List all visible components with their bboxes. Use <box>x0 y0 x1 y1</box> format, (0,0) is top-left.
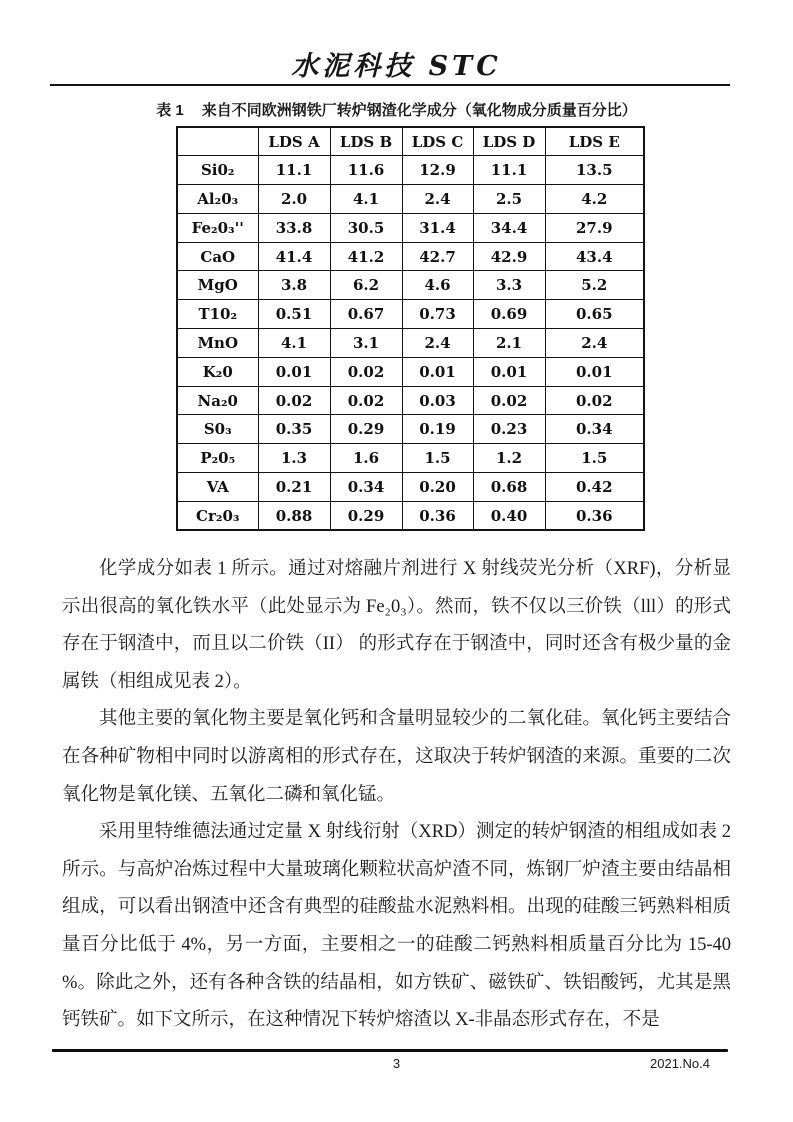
value-cell: 0.40 <box>473 501 545 530</box>
value-cell: 4.2 <box>545 185 644 214</box>
table-row <box>177 300 644 329</box>
column-header-cell: LDS C <box>402 127 473 156</box>
row-label-cell: P₂0₅ <box>177 444 258 473</box>
row-label-cell: S0₃ <box>177 415 258 444</box>
value-cell: 11.6 <box>330 156 402 185</box>
value-cell: 0.02 <box>330 357 402 386</box>
value-cell: 43.4 <box>545 242 644 271</box>
value-cell: 4.1 <box>330 185 402 214</box>
value-cell: 2.4 <box>402 329 473 358</box>
row-label-cell: K₂0 <box>177 357 258 386</box>
table-row <box>177 444 644 473</box>
table-row <box>177 185 644 214</box>
value-cell: 0.42 <box>545 473 644 502</box>
page-number: 3 <box>392 1056 401 1071</box>
composition-table <box>176 126 645 531</box>
table-caption-label: 表 1 <box>156 102 184 119</box>
issue-label: 2021.No.4 <box>650 1056 710 1071</box>
value-cell: 0.34 <box>330 473 402 502</box>
row-label-cell: VA <box>177 473 258 502</box>
table-row <box>177 386 644 415</box>
value-cell: 0.02 <box>473 386 545 415</box>
value-cell: 2.1 <box>473 329 545 358</box>
value-cell: 0.02 <box>545 386 644 415</box>
row-label-cell: Al₂0₃ <box>177 185 258 214</box>
table-row <box>177 271 644 300</box>
value-cell: 0.35 <box>258 415 330 444</box>
table-header-row <box>177 127 644 156</box>
value-cell: 0.69 <box>473 300 545 329</box>
value-cell: 42.7 <box>402 242 473 271</box>
value-cell: 0.02 <box>330 386 402 415</box>
body-text <box>62 551 731 1040</box>
value-cell: 12.9 <box>402 156 473 185</box>
value-cell: 0.73 <box>402 300 473 329</box>
table-caption-text: 来自不同欧洲钢铁厂转炉钢渣化学成分（氧化物成分质量百分比） <box>201 102 637 119</box>
value-cell: 3.1 <box>330 329 402 358</box>
value-cell: 1.6 <box>330 444 402 473</box>
table-row <box>177 242 644 271</box>
value-cell: 1.5 <box>545 444 644 473</box>
value-cell: 0.01 <box>402 357 473 386</box>
value-cell: 0.02 <box>258 386 330 415</box>
row-label-cell: CaO <box>177 242 258 271</box>
value-cell: 11.1 <box>258 156 330 185</box>
value-cell: 3.3 <box>473 271 545 300</box>
value-cell: 0.03 <box>402 386 473 415</box>
table-row <box>177 501 644 530</box>
value-cell: 2.4 <box>545 329 644 358</box>
paragraph: 化学成分如表 1 所示。通过对熔融片剂进行 X 射线荧光分析（XRF)，分析显示出很高的氧化铁水平（此处显示为 Fe₂0₃）。然而，铁不仅以三价铁（lll）的形式存在于钢渣中，而且以二价铁（II） 的形式存在于钢渣中，同时还含有极少量的金属铁（相组成见表 2）。 <box>62 559 731 692</box>
value-cell: 2.4 <box>402 185 473 214</box>
row-label-cell: T10₂ <box>177 300 258 329</box>
value-cell: 41.4 <box>258 242 330 271</box>
paragraph: 采用里特维德法通过定量 X 射线衍射（XRD）测定的转炉钢渣的相组成如表 2 所示。与高炉冶炼过程中大量玻璃化颗粒状高炉渣不同，炼钢厂炉渣主要由结晶相组成，可以看出钢渣中还含有典型的硅酸盐水泥熟料相。出现的硅酸三钙熟料相质量百分比低于 4%，另一方面，主要相之一的硅酸二钙熟料相质量百分比为 15-40 %。除此之外，还有各种含铁的结晶相，如方铁矿、磁铁矿、铁铝酸钙，尤其是黑钙铁矿。如下文所示，在这种情况下转炉熔渣以 X-非晶态形式存在，不是 <box>62 822 731 1031</box>
value-cell: 4.6 <box>402 271 473 300</box>
value-cell: 0.01 <box>545 357 644 386</box>
value-cell: 2.0 <box>258 185 330 214</box>
value-cell: 0.36 <box>402 501 473 530</box>
footer-rule <box>52 1049 728 1052</box>
table-row <box>177 473 644 502</box>
value-cell: 13.5 <box>545 156 644 185</box>
value-cell: 0.01 <box>258 357 330 386</box>
row-label-cell: Si0₂ <box>177 156 258 185</box>
row-label-cell: Na₂0 <box>177 386 258 415</box>
table-row <box>177 329 644 358</box>
value-cell: 0.20 <box>402 473 473 502</box>
value-cell: 42.9 <box>473 242 545 271</box>
row-label-cell: Cr₂0₃ <box>177 501 258 530</box>
value-cell: 34.4 <box>473 213 545 242</box>
value-cell: 0.67 <box>330 300 402 329</box>
column-header-cell: LDS B <box>330 127 402 156</box>
value-cell: 33.8 <box>258 213 330 242</box>
row-label-cell: Fe₂0₃'' <box>177 213 258 242</box>
value-cell: 5.2 <box>545 271 644 300</box>
value-cell: 0.36 <box>545 501 644 530</box>
value-cell: 1.3 <box>258 444 330 473</box>
table-row <box>177 415 644 444</box>
value-cell: 0.34 <box>545 415 644 444</box>
column-header-cell: LDS E <box>545 127 644 156</box>
value-cell: 0.19 <box>402 415 473 444</box>
value-cell: 3.8 <box>258 271 330 300</box>
journal-title: 水泥科技 STC <box>291 51 502 82</box>
value-cell: 0.68 <box>473 473 545 502</box>
paragraph: 其他主要的氧化物主要是氧化钙和含量明显较少的二氧化硅。氧化钙主要结合在各种矿物相中同时以游离相的形式存在，这取决于转炉钢渣的来源。重要的二次氧化物是氧化镁、五氧化二磷和氧化锰。 <box>62 709 731 805</box>
table-row <box>177 357 644 386</box>
table-row <box>177 156 644 185</box>
value-cell: 27.9 <box>545 213 644 242</box>
value-cell: 30.5 <box>330 213 402 242</box>
value-cell: 0.88 <box>258 501 330 530</box>
value-cell: 2.5 <box>473 185 545 214</box>
value-cell: 0.51 <box>258 300 330 329</box>
value-cell: 6.2 <box>330 271 402 300</box>
value-cell: 41.2 <box>330 242 402 271</box>
header-rule <box>50 84 730 86</box>
value-cell: 0.65 <box>545 300 644 329</box>
column-header-cell: LDS D <box>473 127 545 156</box>
corner-cell <box>177 127 258 156</box>
value-cell: 0.01 <box>473 357 545 386</box>
table-caption <box>0 99 793 120</box>
value-cell: 11.1 <box>473 156 545 185</box>
value-cell: 4.1 <box>258 329 330 358</box>
column-header-cell: LDS A <box>258 127 330 156</box>
value-cell: 1.2 <box>473 444 545 473</box>
row-label-cell: MgO <box>177 271 258 300</box>
row-label-cell: MnO <box>177 329 258 358</box>
value-cell: 0.29 <box>330 415 402 444</box>
value-cell: 0.23 <box>473 415 545 444</box>
value-cell: 0.29 <box>330 501 402 530</box>
value-cell: 0.21 <box>258 473 330 502</box>
table-row <box>177 213 644 242</box>
value-cell: 1.5 <box>402 444 473 473</box>
value-cell: 31.4 <box>402 213 473 242</box>
